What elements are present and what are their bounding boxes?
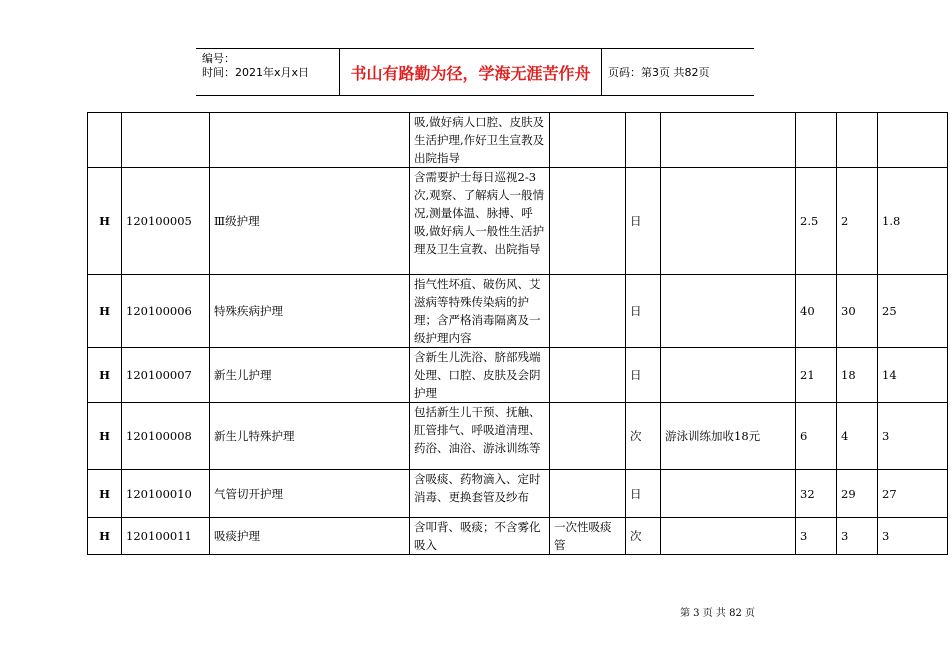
header-motto: 书山有路勤为径，学海无涯苦作舟 bbox=[339, 49, 602, 95]
page-footer: 第 3 页 共 82 页 bbox=[680, 608, 755, 619]
price-3-cell: 1.8 bbox=[878, 168, 948, 275]
price-1-cell bbox=[796, 113, 837, 168]
class-cell: H bbox=[88, 518, 122, 555]
price-3-cell: 3 bbox=[878, 403, 948, 470]
class-cell: H bbox=[88, 348, 122, 403]
price-3-cell: 25 bbox=[878, 275, 948, 348]
price-3-cell: 14 bbox=[878, 348, 948, 403]
number-label: 编号： bbox=[202, 52, 235, 65]
price-1-cell: 6 bbox=[796, 403, 837, 470]
table-row bbox=[88, 168, 948, 275]
name-cell: 新生儿护理 bbox=[210, 348, 410, 403]
time-label: 时间：2021年x月x日 bbox=[202, 66, 310, 79]
table-row bbox=[88, 470, 948, 518]
price-2-cell bbox=[837, 113, 878, 168]
note-cell bbox=[661, 113, 796, 168]
code-cell: 120100008 bbox=[122, 403, 210, 470]
price-1-cell: 21 bbox=[796, 348, 837, 403]
price-3-cell bbox=[878, 113, 948, 168]
note-cell: 游泳训练加收18元 bbox=[661, 403, 796, 470]
content-cell: 含新生儿洗浴、脐部残端处理、口腔、皮肤及会阴护理 bbox=[410, 348, 550, 403]
exclude-cell bbox=[550, 403, 626, 470]
exclude-cell bbox=[550, 275, 626, 348]
price-2-cell: 30 bbox=[837, 275, 878, 348]
price-1-cell: 40 bbox=[796, 275, 837, 348]
exclude-cell bbox=[550, 113, 626, 168]
name-cell: Ⅲ级护理 bbox=[210, 168, 410, 275]
price-2-cell: 3 bbox=[837, 518, 878, 555]
exclude-cell bbox=[550, 470, 626, 518]
content-cell: 含需要护士每日巡视2-3次,观察、了解病人一般情况,测量体温、脉搏、呼吸,做好病人一般性生活护理及卫生宣教、出院指导 bbox=[410, 168, 550, 275]
name-cell: 气管切开护理 bbox=[210, 470, 410, 518]
price-3-cell: 27 bbox=[878, 470, 948, 518]
code-cell: 120100006 bbox=[122, 275, 210, 348]
exclude-cell: 一次性吸痰管 bbox=[550, 518, 626, 555]
unit-cell: 日 bbox=[626, 470, 661, 518]
note-cell bbox=[661, 168, 796, 275]
exclude-cell bbox=[550, 348, 626, 403]
unit-cell: 日 bbox=[626, 275, 661, 348]
table-row bbox=[88, 348, 948, 403]
content-cell: 含叩背、吸痰；不含雾化吸入 bbox=[410, 518, 550, 555]
name-cell bbox=[210, 113, 410, 168]
class-cell: H bbox=[88, 403, 122, 470]
class-cell: H bbox=[88, 168, 122, 275]
unit-cell: 次 bbox=[626, 518, 661, 555]
price-2-cell: 29 bbox=[837, 470, 878, 518]
unit-cell: 日 bbox=[626, 348, 661, 403]
class-cell bbox=[88, 113, 122, 168]
name-cell: 特殊疾病护理 bbox=[210, 275, 410, 348]
unit-cell: 次 bbox=[626, 403, 661, 470]
unit-cell bbox=[626, 113, 661, 168]
content-cell: 吸,做好病人口腔、皮肤及生活护理,作好卫生宣教及出院指导 bbox=[410, 113, 550, 168]
note-cell bbox=[661, 518, 796, 555]
code-cell: 120100005 bbox=[122, 168, 210, 275]
table-row bbox=[88, 518, 948, 555]
page-header bbox=[196, 48, 754, 96]
note-cell bbox=[661, 275, 796, 348]
note-cell bbox=[661, 348, 796, 403]
content-cell: 含吸痰、药物滴入、定时消毒、更换套管及纱布 bbox=[410, 470, 550, 518]
header-page-label: 页码：第3页 共82页 bbox=[608, 66, 710, 79]
price-1-cell: 32 bbox=[796, 470, 837, 518]
code-cell: 120100010 bbox=[122, 470, 210, 518]
price-3-cell: 3 bbox=[878, 518, 948, 555]
price-2-cell: 2 bbox=[837, 168, 878, 275]
content-cell: 指气性坏疽、破伤风、艾滋病等特殊传染病的护理；含严格消毒隔离及一级护理内容 bbox=[410, 275, 550, 348]
price-2-cell: 18 bbox=[837, 348, 878, 403]
price-2-cell: 4 bbox=[837, 403, 878, 470]
table-row bbox=[88, 275, 948, 348]
class-cell: H bbox=[88, 470, 122, 518]
name-cell: 吸痰护理 bbox=[210, 518, 410, 555]
class-cell: H bbox=[88, 275, 122, 348]
code-cell: 120100007 bbox=[122, 348, 210, 403]
price-1-cell: 3 bbox=[796, 518, 837, 555]
pricing-table bbox=[87, 112, 948, 555]
table-row bbox=[88, 403, 948, 470]
content-cell: 包括新生儿干预、抚触、肛管排气、呼吸道清理、药浴、油浴、游泳训练等 bbox=[410, 403, 550, 470]
table-row bbox=[88, 113, 948, 168]
exclude-cell bbox=[550, 168, 626, 275]
price-1-cell: 2.5 bbox=[796, 168, 837, 275]
unit-cell: 日 bbox=[626, 168, 661, 275]
name-cell: 新生儿特殊护理 bbox=[210, 403, 410, 470]
code-cell bbox=[122, 113, 210, 168]
header-meta bbox=[196, 49, 339, 95]
code-cell: 120100011 bbox=[122, 518, 210, 555]
note-cell bbox=[661, 470, 796, 518]
